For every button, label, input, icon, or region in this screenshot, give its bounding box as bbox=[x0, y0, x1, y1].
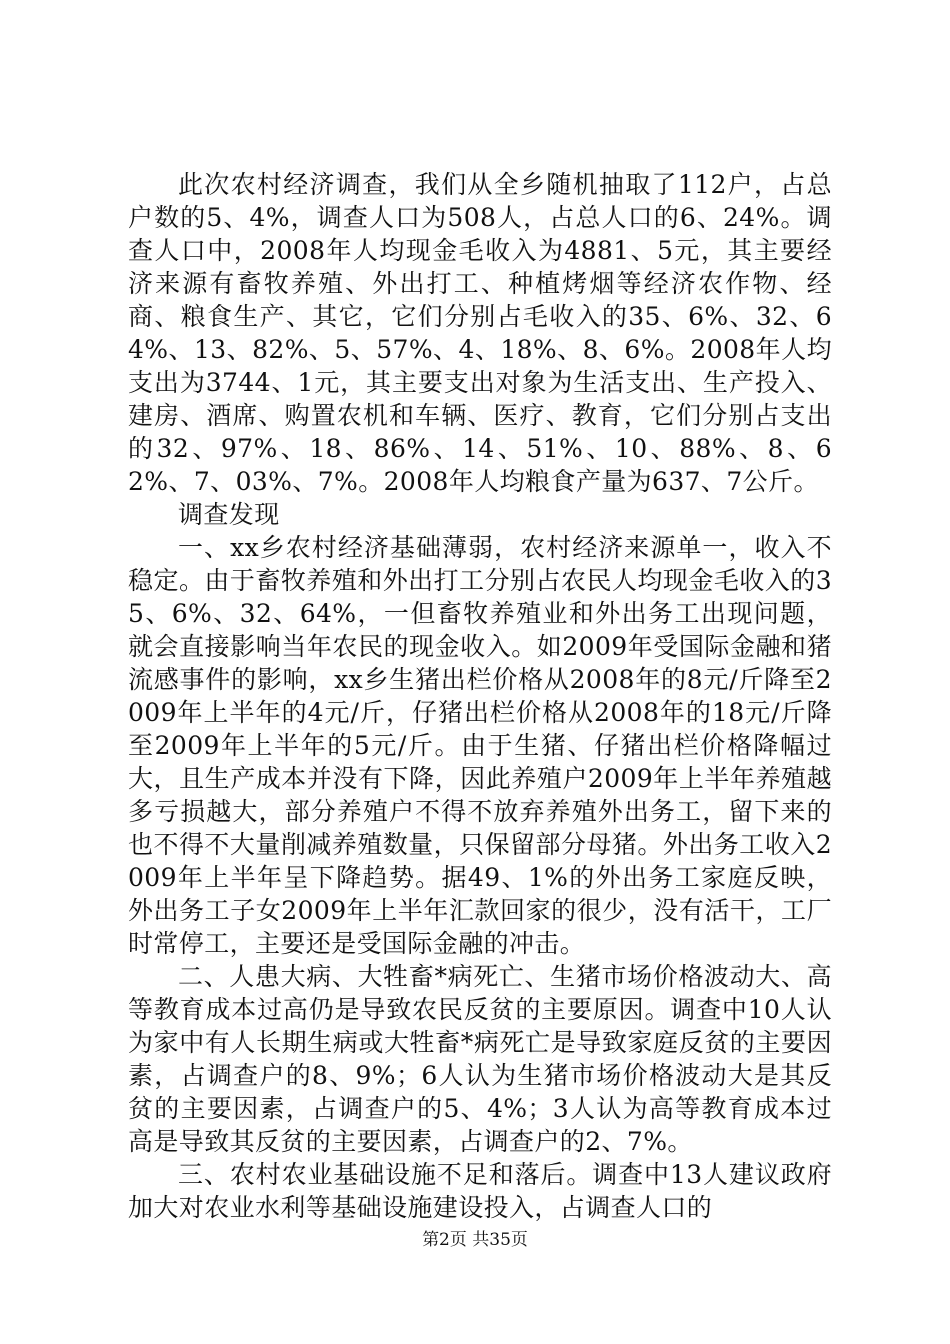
paragraph-finding-two: 二、人患大病、大牲畜*病死亡、生猪市场价格波动大、高等教育成本过高仍是导致农民反贫的主要原因。调查中10人认为家中有人长期生病或大牲畜*病死亡是导致家庭反贫的主要因素，占调查户的8、9%；6人认为生猪市场价格波动大是其反贫的主要因素，占调查户的5、4%；3人认为高等教育成本过高是导致其反贫的主要因素，占调查户的2、7%。 bbox=[128, 962, 832, 1156]
document-body bbox=[128, 168, 832, 1224]
paragraph-survey-summary: 此次农村经济调查，我们从全乡随机抽取了112户，占总户数的5、4%，调查人口为508人，占总人口的6、24%。调查人口中，2008年人均现金毛收入为4881、5元，其主要经济来源有畜牧养殖、外出打工、种植烤烟等经济农作物、经商、粮食生产、其它，它们分别占毛收入的35、6%、32、64%、13、82%、5、57%、4、18%、8、6%。2008年人均支出为3744、1元，其主要支出对象为生活支出、生产投入、建房、酒席、购置农机和车辆、医疗、教育，它们分别占支出的32、97%、18、86%、14、51%、10、88%、8、62%、7、03%、7%。2008年人均粮食产量为637、7公斤。 bbox=[128, 170, 832, 496]
paragraph-finding-one: 一、xx乡农村经济基础薄弱，农村经济来源单一，收入不稳定。由于畜牧养殖和外出打工分别占农民人均现金毛收入的35、6%、32、64%，一但畜牧养殖业和外出务工出现问题，就会直接影响当年农民的现金收入。如2009年受国际金融和猪流感事件的影响，xx乡生猪出栏价格从2008年的8元/斤降至2009年上半年的4元/斤，仔猪出栏价格从2008年的18元/斤降至2009年上半年的5元/斤。由于生猪、仔猪出栏价格降幅过大，且生产成本并没有下降，因此养殖户2009年上半年养殖越多亏损越大，部分养殖户不得不放弃养殖外出务工，留下来的也不得不大量削减养殖数量，只保留部分母猪。外出务工收入2009年上半年呈下降趋势。据49、1%的外出务工家庭反映，外出务工子女2009年上半年汇款回家的很少，没有活干，工厂时常停工，主要还是受国际金融的冲击。 bbox=[128, 533, 832, 958]
section-heading-findings: 调查发现 bbox=[178, 500, 280, 529]
page-footer: 第2页 共35页 bbox=[422, 1230, 528, 1250]
paragraph-finding-three: 三、农村农业基础设施不足和落后。调查中13人建议政府加大对农业水利等基础设施建设投入，占调查人口的 bbox=[128, 1160, 832, 1222]
